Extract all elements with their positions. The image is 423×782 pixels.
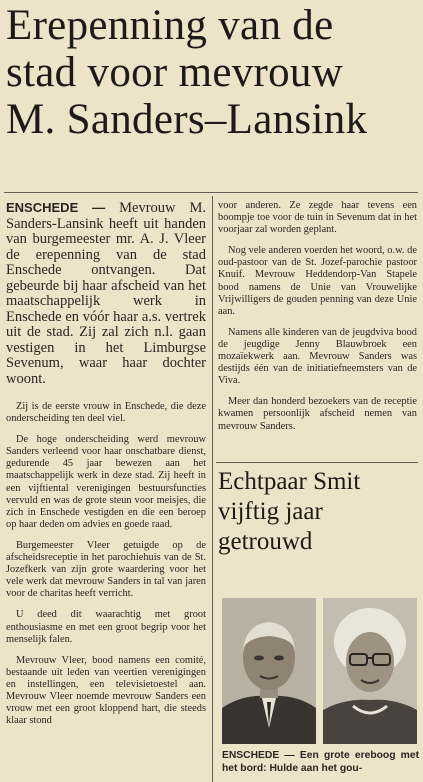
lead-text: Mevrouw M. Sanders-Lansink heeft uit handen van burgemeester mr. A. J. Vleer de erepenning van de stad Enschede ontvangen. Dat gebeurde bij haar afscheid van het maatschappelijk werk in Enschede en vóór haar a.s. vertrek uit de stad. Zij zal zich n.l. gaan vestigen in het Limburgse Sevenum, waar haar dochter woont. (6, 200, 206, 387)
sub-headline-line-3: getrouwd (218, 528, 313, 555)
headline-divider (4, 192, 418, 193)
body-paragraph: Mevrouw Vleer, bood namens een comité, bestaande uit leden van veertien verenigingen en instellingen, een televisietoestel aan. Mevrouw Vleer noemde mevrouw Sanders een vrouw met een groot kloppend hart, die steeds klaar stond (6, 654, 206, 727)
couple-photos (222, 598, 417, 744)
second-article-headline (218, 467, 417, 557)
body-paragraph: De hoge onderscheiding werd mevrouw Sanders verleend voor haar onschatbare dienst, gedurende 45 jaar bewezen aan het maatschappelijk werk in deze stad. Zij heeft in een vijftiental verenigingen bestuursfuncties vervuld en was de grote steun voor meisjes, die zich in Enschede vestigden en die een beroep op haar deden om advies en goede raad. (6, 434, 206, 530)
column-divider (212, 196, 213, 782)
caption-place: ENSCHEDE — (222, 750, 295, 761)
left-column (6, 200, 206, 782)
body-paragraph: Meer dan honderd bezoekers van de receptie kwamen persoonlijk afscheid nemen van mevrouw Sanders. (218, 396, 417, 432)
article-divider (216, 462, 418, 463)
body-paragraph: Burgemeester Vleer getuigde op de afscheidsreceptie in het parochiehuis van de St. Jozefkerk van zijn grote waardering voor het vele werk dat mevrouw Sanders in tal van jaren voor de charitas heeft verricht. (6, 539, 206, 600)
sub-headline-line-1: Echtpaar Smit (218, 468, 361, 495)
body-paragraph: U deed dit waarachtig met groot enthousiasme en met een groot begrip voor het menselijk falen. (6, 609, 206, 645)
sub-headline-line-2: vijftig jaar (218, 498, 323, 525)
photo-wife (323, 598, 417, 744)
headline-line-3: M. Sanders–Lansink (6, 96, 368, 143)
body-paragraph: Zij is de eerste vrouw in Enschede, die deze onderscheiding ten deel viel. (6, 401, 206, 425)
dateline: ENSCHEDE — (6, 200, 106, 215)
caption-text: Een grote ereboog met het bord: Hulde aan het gou- (222, 750, 419, 774)
photo-caption (222, 750, 419, 775)
lead-paragraph (6, 200, 206, 387)
body-paragraph: Nog vele anderen voerden het woord, o.w. de oud-pastoor van de St. Jozef-parochie pastoor Knuif. Mevrouw Heddendorp-Van Stapele bood namens de Unie van Vrouwelijke Vrijwilligers de gouden penning van deze Unie aan. (218, 245, 417, 317)
left-body-text (6, 401, 206, 727)
body-paragraph: voor anderen. Ze zegde haar tevens een boompje toe voor de tuin in Sevenum dat in het voorjaar zal worden geplant. (218, 200, 417, 236)
photo-husband (222, 598, 316, 744)
body-paragraph: Namens alle kinderen van de jeugdviva bood de jeugdige Jenny Blauwbroek een mozaïekwerk aan. Mevrouw Sanders was destijds één van de initiatiefneemsters van de Viva. (218, 326, 417, 387)
right-column-text (218, 200, 417, 460)
headline (6, 2, 418, 143)
headline-line-2: stad voor mevrouw (6, 49, 344, 96)
headline-line-1: Erepenning van de (6, 2, 334, 49)
